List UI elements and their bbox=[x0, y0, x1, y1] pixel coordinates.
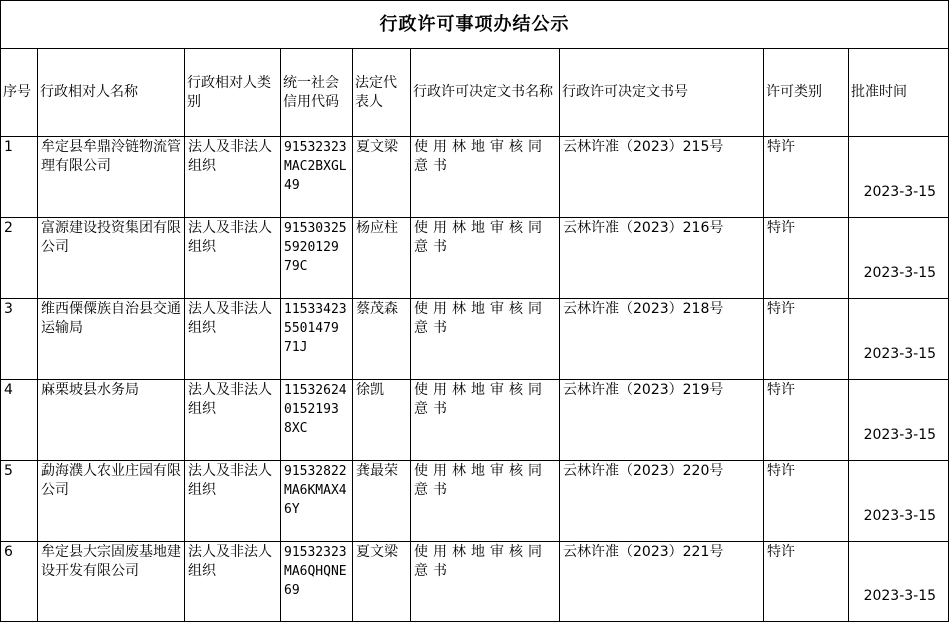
cell-name: 维西傈僳族自治县交通运输局 bbox=[38, 299, 185, 380]
header-type: 行政相对人类别 bbox=[185, 49, 281, 137]
cell-type: 法人及非法人组织 bbox=[185, 137, 281, 218]
cell-doc-no: 云林许准（2023）218号 bbox=[560, 299, 764, 380]
cell-category: 特许 bbox=[764, 542, 849, 622]
cell-category: 特许 bbox=[764, 299, 849, 380]
header-name: 行政相对人名称 bbox=[38, 49, 185, 137]
cell-doc-no: 云林许准（2023）216号 bbox=[560, 218, 764, 299]
header-row bbox=[1, 49, 949, 137]
cell-type: 法人及非法人组织 bbox=[185, 380, 281, 461]
cell-legal-rep: 夏文梁 bbox=[353, 542, 411, 622]
header-approval-date: 批准时间 bbox=[849, 49, 949, 137]
cell-doc-no: 云林许准（2023）220号 bbox=[560, 461, 764, 542]
table-row bbox=[1, 380, 949, 461]
cell-doc-no: 云林许准（2023）215号 bbox=[560, 137, 764, 218]
cell-doc-no: 云林许准（2023）219号 bbox=[560, 380, 764, 461]
cell-type: 法人及非法人组织 bbox=[185, 299, 281, 380]
cell-no: 3 bbox=[1, 299, 38, 380]
cell-no: 2 bbox=[1, 218, 38, 299]
cell-doc-name: 使用林地审核同意书 bbox=[411, 542, 560, 622]
cell-name: 麻栗坡县水务局 bbox=[38, 380, 185, 461]
cell-type: 法人及非法人组织 bbox=[185, 218, 281, 299]
cell-legal-rep: 杨应柱 bbox=[353, 218, 411, 299]
cell-category: 特许 bbox=[764, 218, 849, 299]
cell-category: 特许 bbox=[764, 461, 849, 542]
cell-approval-date: 2023-3-15 bbox=[849, 218, 949, 299]
table-row bbox=[1, 218, 949, 299]
cell-credit-code: 91532822MA6KMAX46Y bbox=[281, 461, 353, 542]
cell-doc-name: 使用林地审核同意书 bbox=[411, 299, 560, 380]
cell-name: 勐海濮人农业庄园有限公司 bbox=[38, 461, 185, 542]
cell-no: 6 bbox=[1, 542, 38, 622]
cell-category: 特许 bbox=[764, 137, 849, 218]
cell-credit-code: 91532323MA6QHQNE69 bbox=[281, 542, 353, 622]
header-credit-code: 统一社会信用代码 bbox=[281, 49, 353, 137]
cell-credit-code: 115326240152193 8XC bbox=[281, 380, 353, 461]
cell-approval-date: 2023-3-15 bbox=[849, 299, 949, 380]
cell-name: 牟定县大宗固废基地建设开发有限公司 bbox=[38, 542, 185, 622]
cell-name: 牟定县牟鼎泠链物流管理有限公司 bbox=[38, 137, 185, 218]
cell-no: 4 bbox=[1, 380, 38, 461]
cell-legal-rep: 徐凯 bbox=[353, 380, 411, 461]
cell-doc-name: 使用林地审核同意书 bbox=[411, 380, 560, 461]
cell-legal-rep: 蔡茂森 bbox=[353, 299, 411, 380]
table-row bbox=[1, 299, 949, 380]
cell-no: 1 bbox=[1, 137, 38, 218]
cell-approval-date: 2023-3-15 bbox=[849, 542, 949, 622]
header-doc-no: 行政许可决定文书号 bbox=[560, 49, 764, 137]
table-row bbox=[1, 461, 949, 542]
cell-no: 5 bbox=[1, 461, 38, 542]
cell-approval-date: 2023-3-15 bbox=[849, 137, 949, 218]
cell-doc-name: 使用林地审核同意书 bbox=[411, 461, 560, 542]
cell-legal-rep: 夏文梁 bbox=[353, 137, 411, 218]
table-row bbox=[1, 137, 949, 218]
header-legal-rep: 法定代表人 bbox=[353, 49, 411, 137]
cell-doc-name: 使用林地审核同意书 bbox=[411, 218, 560, 299]
cell-approval-date: 2023-3-15 bbox=[849, 380, 949, 461]
cell-category: 特许 bbox=[764, 380, 849, 461]
cell-type: 法人及非法人组织 bbox=[185, 542, 281, 622]
cell-credit-code: 115334235501479 71J bbox=[281, 299, 353, 380]
table-row bbox=[1, 542, 949, 622]
cell-credit-code: 915303255920129 79C bbox=[281, 218, 353, 299]
cell-type: 法人及非法人组织 bbox=[185, 461, 281, 542]
header-category: 许可类别 bbox=[764, 49, 849, 137]
cell-name: 富源建设投资集团有限公司 bbox=[38, 218, 185, 299]
page-title: 行政许可事项办结公示 bbox=[1, 1, 949, 49]
cell-doc-no: 云林许准（2023）221号 bbox=[560, 542, 764, 622]
cell-legal-rep: 龚最荣 bbox=[353, 461, 411, 542]
cell-approval-date: 2023-3-15 bbox=[849, 461, 949, 542]
cell-doc-name: 使用林地审核同意书 bbox=[411, 137, 560, 218]
header-no: 序号 bbox=[1, 49, 38, 137]
header-doc-name: 行政许可决定文书名称 bbox=[411, 49, 560, 137]
cell-credit-code: 91532323MAC2BXGL49 bbox=[281, 137, 353, 218]
